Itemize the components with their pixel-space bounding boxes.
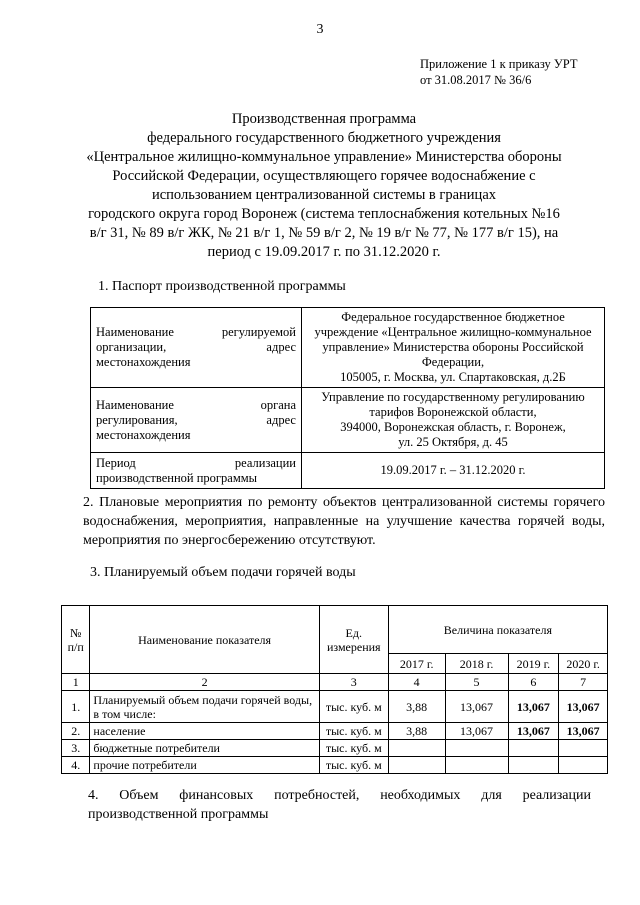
passport-value [302,388,605,453]
row-value: 3,88 [388,723,445,740]
row-value: 13,067 [508,723,559,740]
title-line: федерального государственного бюджетного учреждения [147,130,501,146]
table-index-row [62,674,608,691]
year-cell: 2018 г. [445,654,508,674]
value-line: Федеральное государственное бюджетное [341,310,565,324]
row-unit: тыс. куб. м [319,691,388,723]
appendix-line-2: от 31.08.2017 № 36/6 [420,73,532,87]
section-2-text: 2. Плановые мероприятия по ремонту объектов централизованной системы горячего водоснабжения, мероприятия, направленные на улучшение качества горячей воды, мероприятия по энергосбережению отсутствуют. [83,495,605,548]
value-line: 105005, г. Москва, ул. Спартаковская, д.2Б [340,370,566,384]
title-line: период с 19.09.2017 г. по 31.12.2020 г. [207,244,441,260]
passport-row [91,308,605,388]
header-num: № п/п [62,606,90,674]
row-value: 13,067 [445,691,508,723]
row-num: 1. [62,691,90,723]
title-line: «Центральное жилищно-коммунальное управление» Министерства обороны [86,149,562,165]
page-number: 3 [316,22,324,37]
row-value: 13,067 [508,691,559,723]
row-name: население [90,723,319,740]
row-name: прочие потребители [90,757,319,774]
row-value [445,740,508,757]
value-line: учреждение «Центральное жилищно-коммунальное [314,325,592,339]
value-line: тарифов Воронежской области, [369,405,537,419]
title-line: в/г 31, № 89 в/г ЖК, № 21 в/г 1, № 59 в/г 2, № 19 в/г № 77, № 177 в/г 15), на [89,225,559,241]
title-line: Производственная программа [231,111,417,127]
passport-value [302,308,605,388]
section-4-text: 4. Объем финансовых потребностей, необходимых для реализации производственной программы [88,788,591,822]
index-cell: 2 [90,674,319,691]
row-num: 4. [62,757,90,774]
passport-label: Наименование органа регулирования, адрес местонахождения [91,388,302,453]
year-cell: 2020 г. [559,654,608,674]
volume-table [61,605,608,774]
row-unit: тыс. куб. м [319,740,388,757]
header-unit: Ед. измерения [319,606,388,674]
passport-label: Период реализации производственной программы [91,453,302,489]
value-line: ул. 25 Октября, д. 45 [398,435,508,449]
passport-table [90,307,605,489]
row-value: 3,88 [388,691,445,723]
row-value [388,740,445,757]
value-line: управление» Министерства обороны Российской [322,340,584,354]
index-cell: 4 [388,674,445,691]
row-num: 3. [62,740,90,757]
appendix-note [420,56,578,88]
passport-row [91,453,605,489]
passport-label: Наименование регулируемой организации, адрес местонахождения [91,308,302,388]
index-cell: 1 [62,674,90,691]
row-value [559,757,608,774]
value-line: Управление по государственному регулированию [321,390,585,404]
table-header-row [62,606,608,654]
year-cell: 2017 г. [388,654,445,674]
value-line: Федерации, [421,355,485,369]
index-cell: 6 [508,674,559,691]
title-line: Российской Федерации, осуществляющего горячее водоснабжение с [112,168,536,184]
value-line: 19.09.2017 г. – 31.12.2020 г. [380,463,526,477]
row-value [388,757,445,774]
section-3-heading: 3. Планируемый объем подачи горячей воды [90,565,356,580]
index-cell: 3 [319,674,388,691]
title-line: городского округа город Воронеж (система теплоснабжения котельных №16 [88,206,560,222]
section-1-heading: 1. Паспорт производственной программы [98,279,346,294]
row-num: 2. [62,723,90,740]
row-value [445,757,508,774]
passport-row [91,388,605,453]
row-value [508,757,559,774]
table-row [62,757,608,774]
table-row [62,740,608,757]
row-unit: тыс. куб. м [319,723,388,740]
table-row [62,691,608,723]
appendix-line-1: Приложение 1 к приказу УРТ [420,57,578,71]
row-name: бюджетные потребители [90,740,319,757]
header-name: Наименование показателя [90,606,319,674]
row-value [559,740,608,757]
row-value: 13,067 [559,723,608,740]
title-line: использованием централизованной системы в границах [151,187,497,203]
header-value: Величина показателя [388,606,607,654]
value-line: 394000, Воронежская область, г. Воронеж, [340,420,566,434]
row-unit: тыс. куб. м [319,757,388,774]
row-value: 13,067 [445,723,508,740]
document-title [60,110,588,262]
row-value [508,740,559,757]
index-cell: 7 [559,674,608,691]
year-cell: 2019 г. [508,654,559,674]
passport-value [302,453,605,489]
table-row [62,723,608,740]
row-name: Планируемый объем подачи горячей воды, в том числе: [90,691,319,723]
row-value: 13,067 [559,691,608,723]
index-cell: 5 [445,674,508,691]
